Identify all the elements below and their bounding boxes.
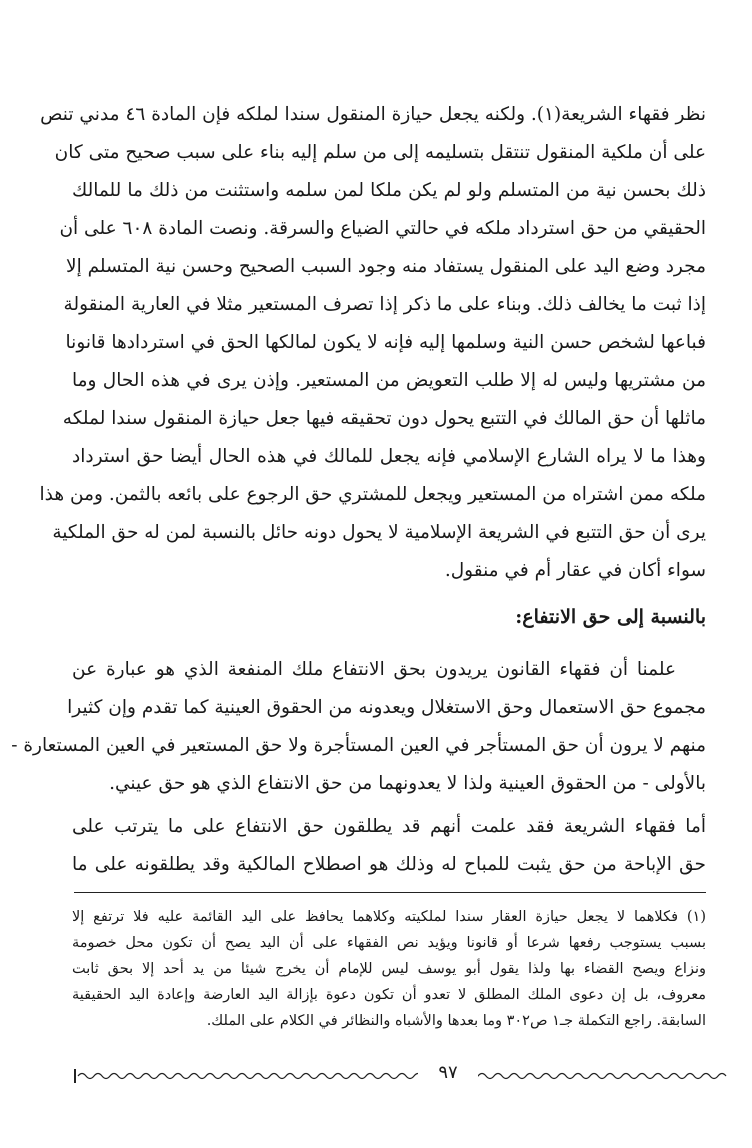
section-heading: بالنسبة إلى حق الانتفاع: — [515, 606, 706, 628]
paragraph-usufruct-law — [11, 651, 706, 803]
footnote-divider — [74, 892, 706, 893]
footnote-line: معروف، بل إن دعوى الملك المطلق لا تعدو أن تكون دعوة بإزالة اليد العارضة وإعادة اليد الحقيقية — [72, 987, 706, 1003]
text-line: ماثلها أن حق المالك في التتبع يحول دون تحقيقه فيها جعل حيازة المنقول سندا لملكه — [62, 408, 706, 429]
text-line: بالأولى - من الحقوق العينية ولذا لا يعدونهما من حق الانتفاع الذي هو حق عيني. — [109, 773, 706, 794]
footnotes — [72, 904, 706, 1034]
text-line: منهم لا يرون أن حق المستأجر في العين المستأجرة ولا حق المستعير في العين المستعارة - — [11, 735, 706, 756]
text-line: يرى أن حق التتبع في الشريعة الإسلامية لا يحول دونه حائل بالنسبة لمن له حق الملكية — [52, 522, 706, 543]
text-line: أما فقهاء الشريعة فقد علمت أنهم قد يطلقون حق الانتفاع على ما يترتب على — [72, 816, 706, 837]
text-line: إذا ثبت ما يخالف ذلك. وبناء على ما ذكر إذا تصرف المستعير مثلا في العارية المنقولة — [63, 294, 706, 315]
text-line: على أن ملكية المنقول تنتقل بتسليمه إلى من سلم إليه بناء على سبب صحيح متى كان — [54, 142, 706, 163]
text-line: ملكه ممن اشتراه من المستعير ويجعل للمشتري حق الرجوع على بائعه بالثمن. ومن هذا — [39, 484, 706, 505]
text-line: من مشتريها وليس له إلا طلب التعويض من المستعير. وإذن يرى في هذه الحال وما — [72, 370, 706, 391]
footnote-line: السابقة. راجع التكملة جـ١ ص٣٠٢ وما بعدها والأشباه والنظائر في الكلام على الملك. — [206, 1013, 706, 1029]
page-footer — [72, 1064, 706, 1086]
paragraph-property-tracing — [39, 96, 706, 590]
text-line: حق الإباحة من حق يثبت للمباح له وذلك هو اصطلاح المالكية وقد يطلقونه على ما — [72, 854, 706, 875]
footnote-line: ونزاع ويصح القضاء بها ولذا يقول أبو يوسف ليس للإمام أن يخرج شيئا من يد أحد إلا بحق ثابت — [72, 961, 706, 977]
paragraph-usufruct-sharia — [72, 808, 706, 884]
footnote-line: بسبب يستوجب رفعها شرعا أو قانونا ويؤيد نص الفقهاء على أن اليد يصح أن تكون محل خصومة — [72, 935, 706, 951]
footnote-line: (١) فكلاهما لا يجعل حيازة العقار سندا لملكيته وكلاهما يحافظ على اليد القائمة عليه فلا ترتفع إلا — [72, 909, 706, 925]
text-line: الحقيقي من حق استرداد ملكه في حالتي الضياع والسرقة. ونصت المادة ٦٠٨ على أن — [59, 218, 706, 239]
text-line: نظر فقهاء الشريعة(١). ولكنه يجعل حيازة المنقول سندا لملكه فإن المادة ٤٦ مدني تنص — [40, 104, 706, 125]
text-line: مجرد وضع اليد على المنقول يستفاد منه وجود السبب الصحيح وحسن نية المتسلم إلا — [66, 256, 706, 277]
text-line: وهذا ما لا يراه الشارع الإسلامي فإنه يجعل للمالك في هذه الحال أيضا حق استرداد — [72, 446, 706, 467]
page-number: ٩٧ — [418, 1062, 478, 1084]
text-line: مجموع حق الاستعمال وحق الاستغلال ويعدونه من الحقوق العينية كما تقدم وإن كثيرا — [67, 697, 706, 718]
text-line: علمنا أن فقهاء القانون يريدون بحق الانتفاع ملك المنفعة الذي هو عبارة عن — [72, 659, 676, 680]
wavy-ornament — [72, 1064, 706, 1086]
text-line: فباعها لشخص حسن النية وسلمها إليه فإنه لا يكون لمالكها الحق في استردادها قانونا — [65, 332, 706, 353]
text-line: سواء أكان في عقار أم في منقول. — [444, 560, 706, 581]
text-line: ذلك بحسن نية من المتسلم ولو لم يكن ملكا لمن سلمه واستثنت من ذلك ما للمالك — [72, 180, 706, 201]
